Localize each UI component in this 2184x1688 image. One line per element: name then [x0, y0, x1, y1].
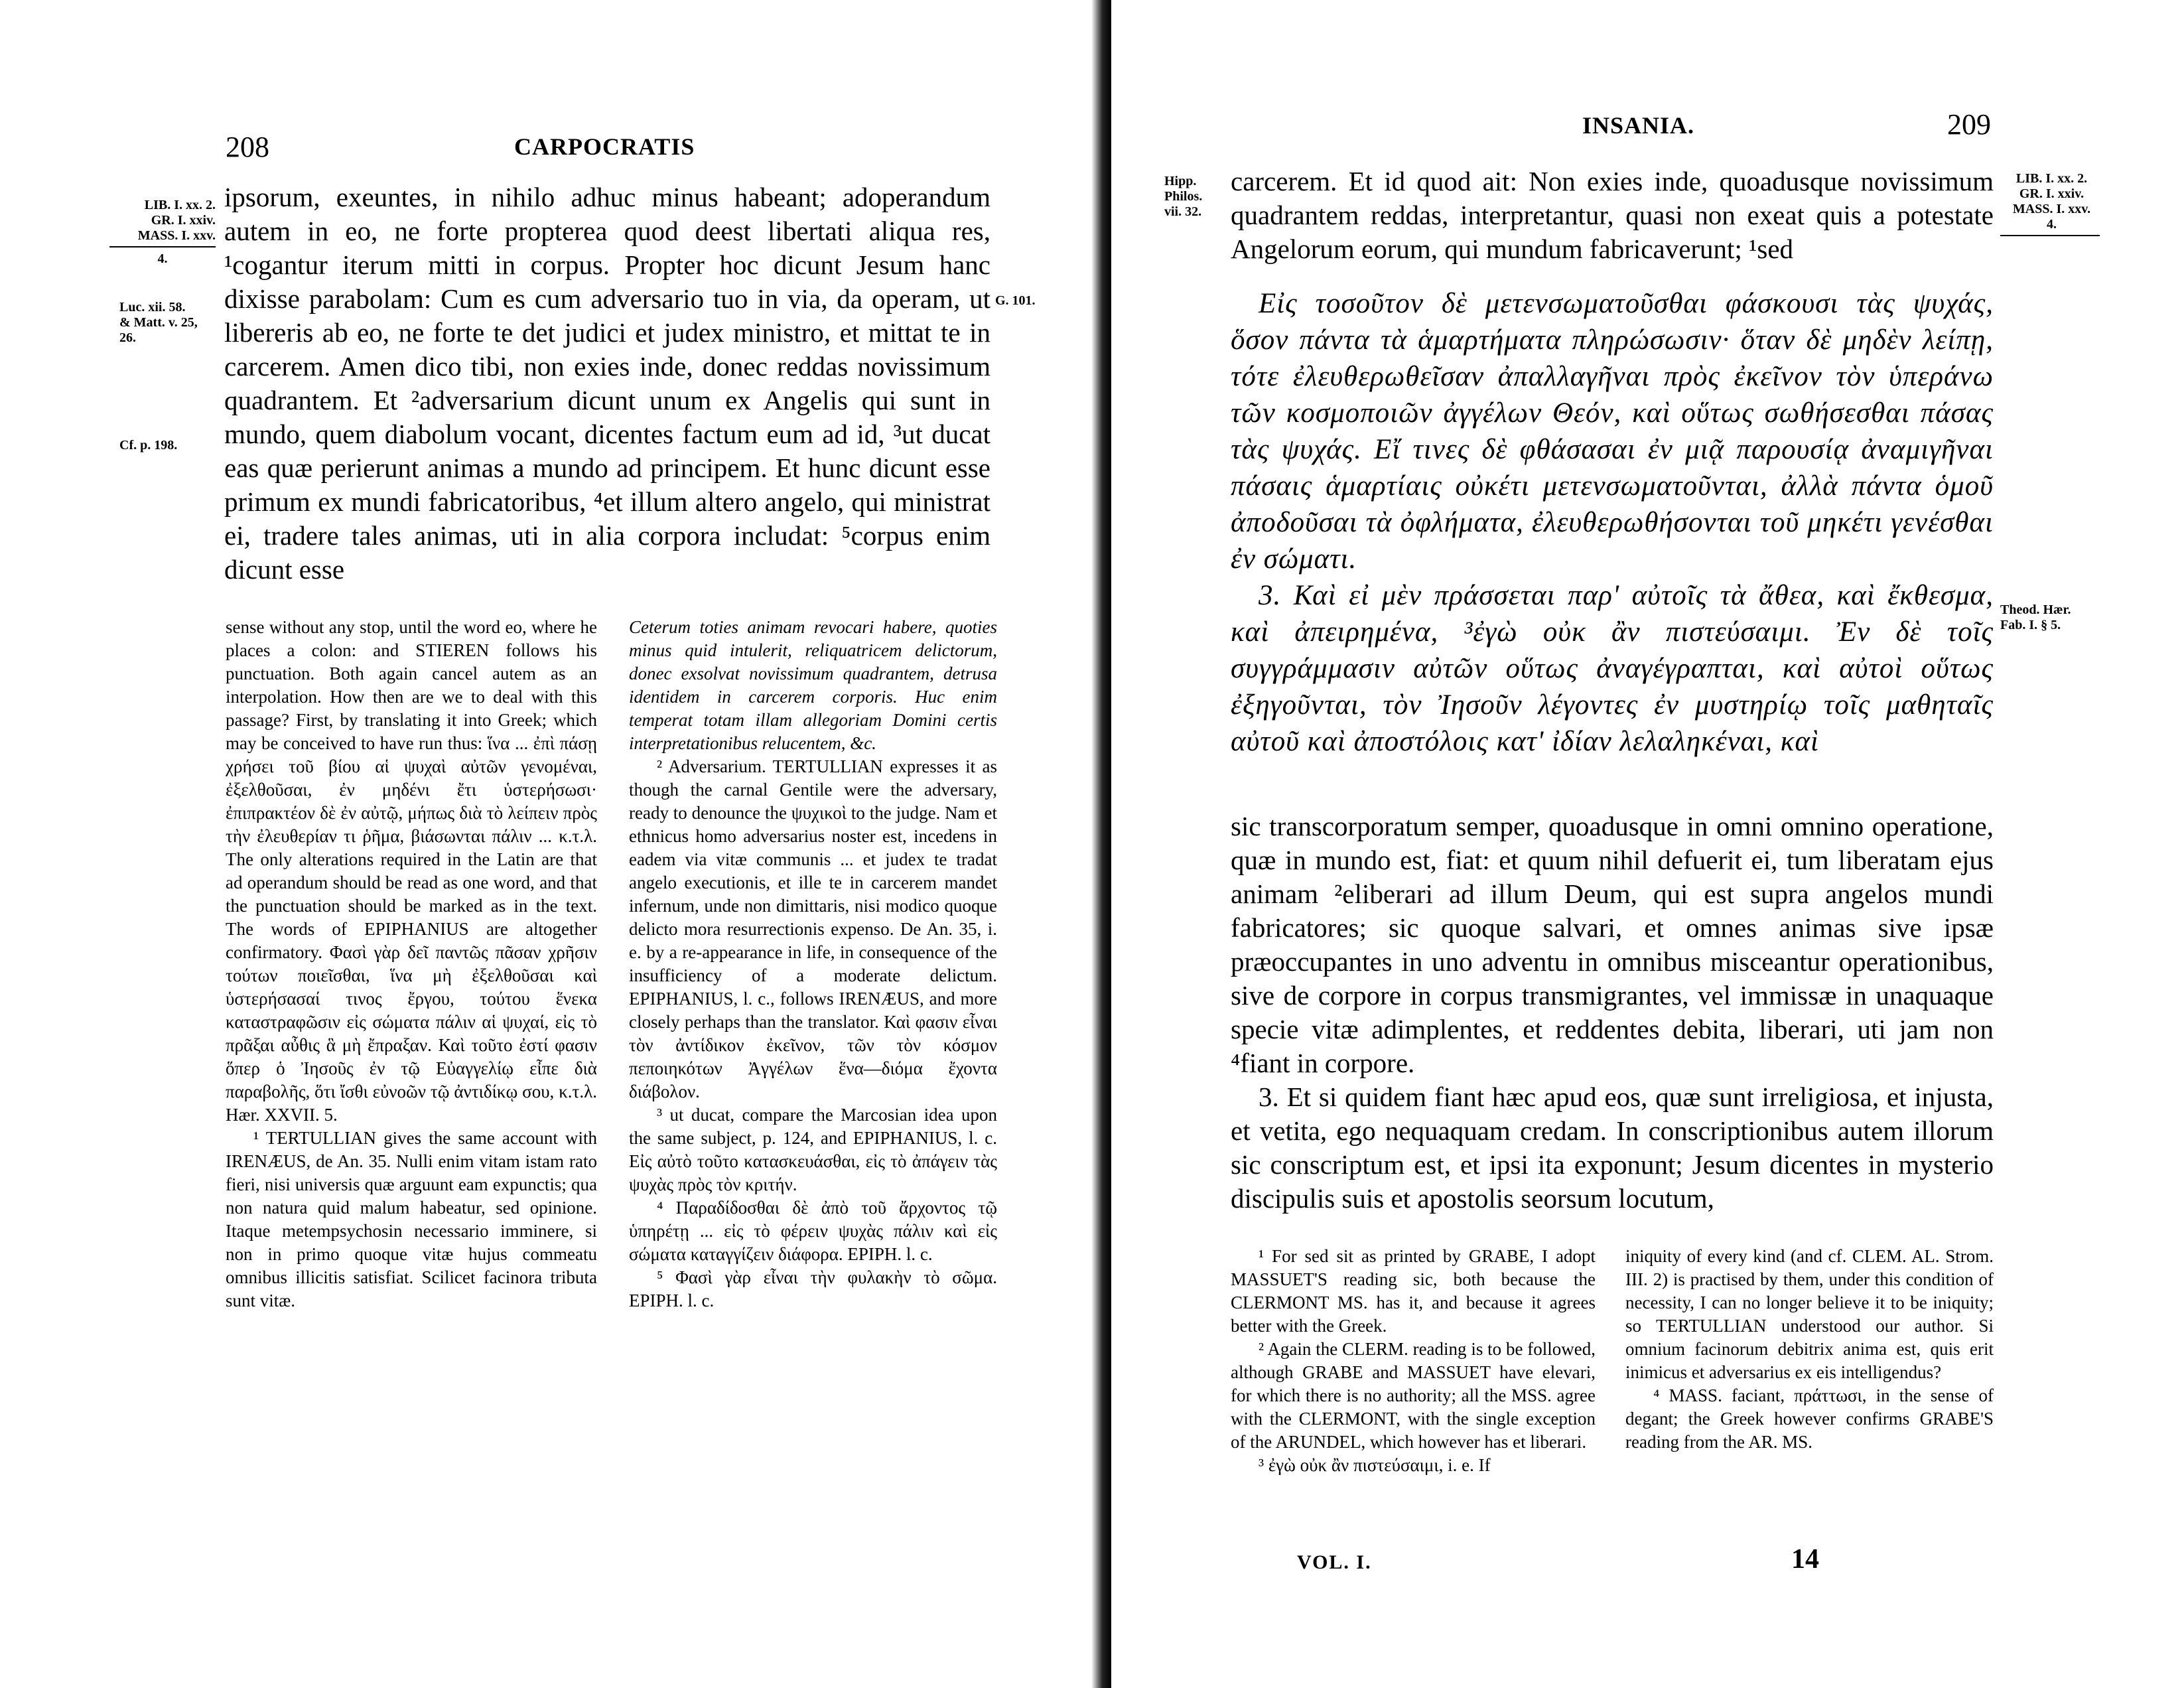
right-page [1111, 0, 2184, 1688]
footnote: ⁴ Παραδίδοσθαι δὲ ἀπὸ τοῦ ἄρχοντος τῷ ὑπηρέτῃ ... εἰς τὸ φέρειν ψυχὰς πάλιν καὶ εἰς σώματα καταγγίζειν διάφορα. EPIPH. l. c. [629, 1198, 997, 1264]
footnote: ³ ut ducat, compare the Marcosian idea upon the same subject, p. 124, and EPIPHANIUS, l. c. Εἰς αὐτὸ τοῦτο κατασκευάσθαι, εἰς τὸ ἀπάγειν τὰς ψυχὰς πρὸς τὸν κριτήν. [629, 1105, 997, 1194]
footnote: ² Adversarium. TERTULLIAN expresses it as though the carnal Gentile were the adversary, ready to denounce the ψυχικοὶ to the judge. Nam et ethnicus homo adversarius noster est, incedens in eadem via vitæ communis ... et judex te tradat angelo executionis, et ille te in carcerem mandet infernum, unde non dimittaris, nisi modico quoque delicto mora resurrectionis expenso. De An. 35, i. e. by a re-appearance in life, in consequence of the insufficiency of a moderate delictum. EPIPHANIUS, l. c., follows IRENÆUS, and more closely perhaps than the translator. Καὶ φασιν εἶναι τὸν ἀντίδικον ἐκεῖνον, τῶν τὸν κόσμον πεποιηκότων Ἀγγέλων ἕνα—διόμα ἔχοντα διάβολον. [629, 756, 997, 1101]
right-page-number: 209 [1947, 108, 1991, 141]
right-footer-signature: 14 [1791, 1544, 1819, 1575]
right-notes-column-2 [1625, 1245, 1994, 1454]
latin-paragraph: sic transcorporatum semper, quoadusque in omni omnino operatione, quæ in mundo est, fiat: et quum nihil defuerit ei, tum liberatam ejus animam ²eliberari ad illum Deum, qui est supra angelos mundi fabricatores; sic quoque salvari, et omnes animas sive ipsæ præoccupantes in uno adventu in omnibus misceantur operationibus, sive de corpore in corpus transmigrantes, vel immissæ in unaquaque specie vitæ adimplentes, et reddentes debita, liberari, uti jam non ⁴fiant in corpore. [1231, 811, 1994, 1078]
right-margin-right-ref-2 [2000, 602, 2103, 633]
right-running-head: INSANIA. [1582, 112, 1695, 139]
footnote: ² Again the CLERM. reading is to be followed, although GRABE and MASSUET have elevari, for which there is no authority; all the MSS. agree with the CLERMONT, with the single exception of the ARUNDEL, which however has et liberari. [1231, 1339, 1596, 1452]
latin-paragraph: 3. Et si quidem fiant hæc apud eos, quæ sunt irreligiosa, et injusta, et vetita, ego nequaquam credam. In conscriptionibus autem illorum sic conscriptum est, et ipsi ita exponunt; Jesum dicentes in mysterio discipulis suis et apostolis seorsum locutum, [1231, 1082, 1994, 1214]
margin-rule [2000, 235, 2100, 236]
book-gutter [1091, 0, 1111, 1688]
right-margin-left-ref [1164, 174, 1231, 220]
right-notes-column-1 [1231, 1245, 1596, 1477]
margin-line: & Matt. v. 25, [119, 315, 198, 330]
right-greek-text [1231, 285, 1994, 760]
margin-line: Hipp. [1164, 174, 1197, 188]
margin-line: GR. I. xxiv. [2019, 186, 2084, 201]
margin-rule [109, 246, 216, 247]
margin-line: Luc. xii. 58. [119, 300, 186, 315]
main-paragraph: ipsorum, exeuntes, in nihilo adhuc minus habeant; adoperandum autem in eo, ne forte propterea quod deest libertati aliqua res, ¹cogantur iterum mitti in corpus. Propter hoc dicunt Jesum hanc dixisse parabolam: Cum es cum adversario tuo in via, da operam, ut libereris ab eo, ne forte te det judici et judex ministro, et mittat te in carcerem. Amen dico tibi, non exies inde, donec reddas novissimum quadrantem. Et ²adversarium dicunt unum ex Angelis qui sunt in mundo, quem diabolum vocant, dicentes factum eum ad id, ³ut ducat eas quæ perierunt animas a mundo ad principem. Et hunc dicunt esse primum ex mundi fabricatoribus, ⁴et illum altero angelo, qui ministrat ei, tradere tales animas, uti in alia corpora includat: ⁵corpus enim dicunt esse [224, 182, 990, 585]
left-running-head: CARPOCRATIS [514, 133, 695, 160]
greek-paragraph: Εἰς τοσοῦτον δὲ μετενσωματοῦσθαι φάσκουσι τὰς ψυχάς, ὅσον πάντα τὰ ἁμαρτήματα πληρώσωσιν· ὅταν δὲ μηδὲν λείπῃ, τότε ἐλευθερωθεῖσαν ἀπαλλαγῆναι πρὸς ἐκεῖνον τὸν ὑπεράνω τῶν κοσμοποιῶν ἀγγέλων Θεόν, καὶ οὕτως σωθήσεσθαι πάσας τὰς ψυχάς. Εἴ τινες δὲ φθάσασαι ἐν μιᾷ παρουσίᾳ ἀναμιγῆναι πάσαις ἁμαρτίαις οὐκέτι μετενσωματοῦνται, ἀλλὰ πάντα ὁμοῦ ἀποδοῦσαι τὰ ὀφλήματα, ἐλευθερωθήσονται τοῦ μηκέτι γενέσθαι ἐν σώματι. [1231, 288, 1994, 575]
left-margin-ref-3: Cf. p. 198. [119, 438, 178, 453]
right-main-top [1231, 165, 1994, 266]
footnote: ¹ For sed sit as printed by GRABE, I adopt MASSUET'S reading sic, both because the CLERMONT MS. has it, and because it agrees better with the Greek. [1231, 1246, 1596, 1336]
margin-line: 4. [157, 251, 168, 266]
main-paragraph: carcerem. Et id quod ait: Non exies inde, quoadusque novissimum quadrantem reddas, interpretantur, quasi non exeat quis a potestate Angelorum eorum, qui mundum fabricaverunt; ¹sed [1231, 166, 1994, 264]
margin-line: GR. I. xxiv. [151, 213, 216, 228]
footnote: sense without any stop, until the word eo, where he places a colon: and STIEREN follows his punctuation. Both again cancel autem as an interpolation. How then are we to deal with this passage? First, by translating it into Greek; which may be conceived to have run thus: ἵνα ... ἐπὶ πάσῃ χρήσει τοῦ βίου αἱ ψυχαὶ αὐτῶν γενομέναι, ἐξελθοῦσαι, ἐν μηδένι ἔτι ὑστερήσωσι· ἐπιπρακτέον δὲ ἐν αὐτῷ, μήπως διὰ τὸ λείπειν πρὸς τὴν ἐλευθερίαν τι ῥῆμα, βιάσωνται πάλιν ... κ.τ.λ. The only alterations required in the Latin are that ad operandum should be read as one word, and that the punctuation should be marked as in the text. The words of EPIPHANIUS are altogether confirmatory. Φασὶ γὰρ δεῖ παντῶς πᾶσαν χρῆσιν τούτων ποιεῖσθαι, ἵνα μὴ ἐξελθοῦσαι καὶ ὑστερήσασαί τινος ἔργου, τούτου ἕνεκα καταστραφῶσιν εἰς σώματα πάλιν αἱ ψυχαί, εἰς τὸ πρᾶξαι αὖθις ἃ μὴ ἔπραξαν. Καὶ τοῦτο ἐστί φασιν ὅπερ ὁ Ἰησοῦς ἐν τῷ Εὐαγγελίῳ εἶπε διὰ παραβολῆς, ὅτι ἴσθι εὐνοῶν τῷ ἀντιδίκῳ σου, κ.τ.λ. Hær. XXVII. 5. [226, 617, 597, 1125]
left-margin-ref-2 [119, 300, 216, 346]
margin-line: Theod. Hær. [2000, 602, 2071, 617]
left-main-text [224, 180, 990, 587]
left-page [0, 0, 1091, 1688]
right-margin-right-ref-1 [2000, 171, 2103, 240]
footnote: iniquity of every kind (and cf. CLEM. AL. Strom. III. 2) is practised by them, under this condition of necessity, I can no longer believe it to be iniquity; so TERTULLIAN understood our author. Si omnium facinorum debitrix anima est, quis erit inimicus et adversarius ex eis intelligendus? [1625, 1246, 1994, 1382]
footnote: ³ ἐγὼ οὐκ ἂν πιστεύσαιμι, i. e. If [1259, 1455, 1491, 1475]
left-notes-column-2 [629, 616, 997, 1312]
margin-line: 4. [2047, 217, 2057, 232]
margin-line: LIB. I. xx. 2. [144, 198, 216, 212]
footnote: ¹ TERTULLIAN gives the same account with IRENÆUS, de An. 35. Nulli enim vitam istam rato fieri, nisi universis quæ arguunt eam expunctis; qua non natura quid malum habeatur, sed opinione. Itaque metempsychosin necessario imminere, si non in primo quoque vitæ hujus commeatu omnibus illicitis satisfiat. Scilicet facinora tributa sunt vitæ. [226, 1128, 597, 1310]
margin-line: Fab. I. § 5. [2000, 618, 2061, 632]
left-notes-column-1 [226, 616, 597, 1312]
left-margin-ref-1 [109, 198, 216, 267]
greek-paragraph: 3. Καὶ εἰ μὲν πράσσεται παρ' αὐτοῖς τὰ ἄθεα, καὶ ἔκθεσμα, καὶ ἀπειρημένα, ³ἐγὼ οὐκ ἂν πιστεύσαιμι. Ἐν δὲ τοῖς συγγράμμασιν αὐτῶν οὕτως ἀναγέγραπται, καὶ αὐτοὶ οὕτως ἐξηγοῦνται, τὸν Ἰησοῦν λέγοντες ἐν μυστηρίῳ τοῖς μαθηταῖς αὐτοῦ καὶ ἀποστόλοις κατ' ἰδίαν λελαληκέναι, καὶ [1231, 580, 1994, 757]
footnote: ⁵ Φασὶ γὰρ εἶναι τὴν φυλακὴν τὸ σῶμα. EPIPH. l. c. [629, 1267, 997, 1310]
right-footer-volume: VOL. I. [1297, 1551, 1372, 1573]
margin-line: Philos. [1164, 189, 1203, 204]
margin-line: LIB. I. xx. 2. [2015, 171, 2088, 186]
right-latin-text [1231, 809, 1994, 1216]
left-margin-ref-right: G. 101. [995, 293, 1036, 308]
margin-line: vii. 32. [1164, 204, 1202, 219]
footnote: ⁴ MASS. faciant, πράττωσι, in the sense of degant; the Greek however confirms GRABE'S reading from the AR. MS. [1625, 1385, 1994, 1452]
footnote: Ceterum toties animam revocari habere, quoties minus quid intulerit, reliquatricem delictorum, donec exsolvat novissimum quadrantem, detrusa identidem in carcerem corporis. Huc enim temperat totam illam allegoriam Domini certis interpretationibus relucentem, &c. [629, 617, 997, 753]
margin-line: MASS. I. xxv. [137, 228, 216, 243]
margin-line: 26. [119, 330, 136, 345]
left-page-number: 208 [226, 131, 269, 163]
margin-line: MASS. I. xxv. [2012, 202, 2091, 216]
